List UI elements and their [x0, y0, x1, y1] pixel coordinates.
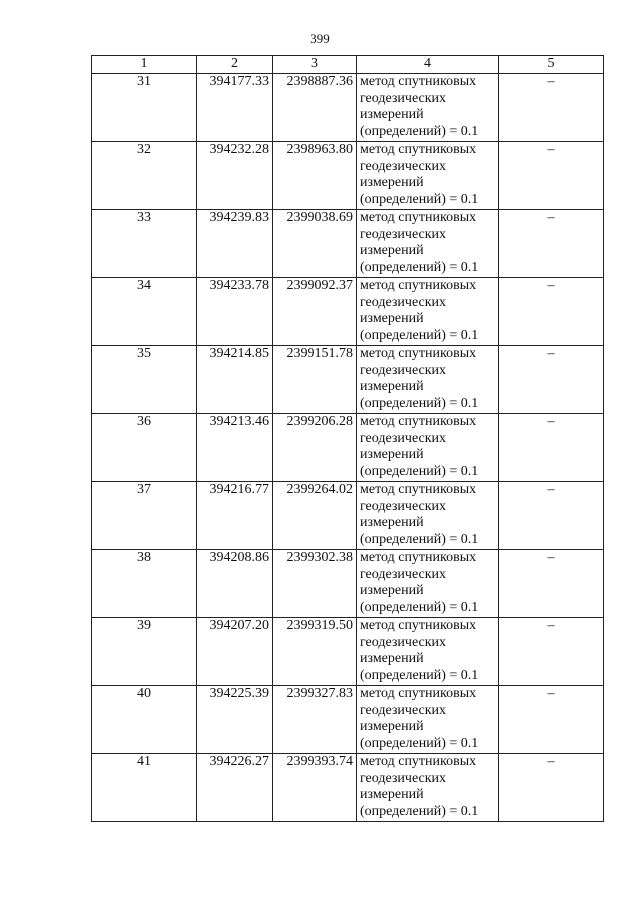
table-header-row — [92, 56, 604, 74]
table-row — [92, 346, 604, 414]
method-text-line: метод спутниковых — [360, 550, 477, 565]
coordinates-table — [91, 55, 604, 822]
method-text-line: (определений) = 0.1 — [360, 395, 479, 411]
table-row — [92, 482, 604, 550]
note-cell: – — [499, 686, 604, 754]
method-cell — [357, 754, 499, 822]
method-text-line: метод спутниковых — [360, 686, 477, 701]
method-text-line: метод спутниковых — [360, 414, 477, 429]
method-text-line: геодезических — [360, 634, 447, 650]
method-text-line: метод спутниковых — [360, 142, 477, 157]
method-text-line: (определений) = 0.1 — [360, 599, 479, 615]
table-row — [92, 278, 604, 346]
y-coordinate-cell: 2399038.69 — [273, 210, 357, 278]
y-coordinate-cell: 2399151.78 — [273, 346, 357, 414]
x-coordinate-cell: 394214.85 — [197, 346, 273, 414]
method-text-line: измерений — [360, 583, 424, 598]
note-cell: – — [499, 74, 604, 142]
y-coordinate-cell: 2399319.50 — [273, 618, 357, 686]
header-cell-5: 5 — [499, 56, 604, 74]
table-row — [92, 74, 604, 142]
y-coordinate-cell: 2399327.83 — [273, 686, 357, 754]
method-text-line: (определений) = 0.1 — [360, 667, 479, 683]
method-text-line: геодезических — [360, 90, 447, 106]
x-coordinate-cell: 394216.77 — [197, 482, 273, 550]
note-cell: – — [499, 754, 604, 822]
method-text-line: (определений) = 0.1 — [360, 191, 479, 207]
note-cell: – — [499, 278, 604, 346]
method-cell — [357, 414, 499, 482]
method-text-line: (определений) = 0.1 — [360, 463, 479, 479]
table-row — [92, 414, 604, 482]
method-text-line: геодезических — [360, 498, 447, 514]
method-text-line: измерений — [360, 787, 424, 802]
method-text-line: измерений — [360, 175, 424, 190]
method-text-line: (определений) = 0.1 — [360, 735, 479, 751]
method-text-line: (определений) = 0.1 — [360, 327, 479, 343]
header-cell-4: 4 — [357, 56, 499, 74]
method-text-line: измерений — [360, 515, 424, 530]
y-coordinate-cell: 2399092.37 — [273, 278, 357, 346]
method-text-line: метод спутниковых — [360, 346, 477, 361]
x-coordinate-cell: 394225.39 — [197, 686, 273, 754]
method-text-line: метод спутниковых — [360, 754, 477, 769]
note-cell: – — [499, 142, 604, 210]
point-number-cell: 36 — [92, 414, 197, 482]
method-text-line: измерений — [360, 719, 424, 734]
table-row — [92, 754, 604, 822]
x-coordinate-cell: 394239.83 — [197, 210, 273, 278]
note-cell: – — [499, 550, 604, 618]
header-cell-3: 3 — [273, 56, 357, 74]
method-text-line: метод спутниковых — [360, 74, 477, 89]
method-text-line: измерений — [360, 311, 424, 326]
note-cell: – — [499, 414, 604, 482]
point-number-cell: 32 — [92, 142, 197, 210]
method-text-line: метод спутниковых — [360, 618, 477, 633]
point-number-cell: 37 — [92, 482, 197, 550]
point-number-cell: 38 — [92, 550, 197, 618]
x-coordinate-cell: 394208.86 — [197, 550, 273, 618]
method-text-line: (определений) = 0.1 — [360, 259, 479, 275]
note-cell: – — [499, 482, 604, 550]
header-cell-2: 2 — [197, 56, 273, 74]
table-row — [92, 550, 604, 618]
method-cell — [357, 346, 499, 414]
point-number-cell: 40 — [92, 686, 197, 754]
method-cell — [357, 618, 499, 686]
method-text-line: измерений — [360, 379, 424, 394]
note-cell: – — [499, 346, 604, 414]
method-cell — [357, 142, 499, 210]
method-cell — [357, 482, 499, 550]
table-row — [92, 210, 604, 278]
point-number-cell: 35 — [92, 346, 197, 414]
table-row — [92, 142, 604, 210]
method-text-line: метод спутниковых — [360, 210, 477, 225]
method-text-line: (определений) = 0.1 — [360, 803, 479, 819]
note-cell: – — [499, 210, 604, 278]
method-text-line: (определений) = 0.1 — [360, 531, 479, 547]
point-number-cell: 34 — [92, 278, 197, 346]
method-text-line: метод спутниковых — [360, 278, 477, 293]
method-text-line: геодезических — [360, 566, 447, 582]
method-cell — [357, 278, 499, 346]
header-cell-1: 1 — [92, 56, 197, 74]
y-coordinate-cell: 2399264.02 — [273, 482, 357, 550]
y-coordinate-cell: 2398963.80 — [273, 142, 357, 210]
method-text-line: (определений) = 0.1 — [360, 123, 479, 139]
method-cell — [357, 686, 499, 754]
table-row — [92, 686, 604, 754]
method-text-line: геодезических — [360, 770, 447, 786]
point-number-cell: 31 — [92, 74, 197, 142]
y-coordinate-cell: 2398887.36 — [273, 74, 357, 142]
method-text-line: измерений — [360, 243, 424, 258]
x-coordinate-cell: 394232.28 — [197, 142, 273, 210]
method-text-line: геодезических — [360, 294, 447, 310]
method-text-line: измерений — [360, 107, 424, 122]
method-text-line: геодезических — [360, 158, 447, 174]
method-text-line: измерений — [360, 651, 424, 666]
y-coordinate-cell: 2399302.38 — [273, 550, 357, 618]
note-cell: – — [499, 618, 604, 686]
x-coordinate-cell: 394213.46 — [197, 414, 273, 482]
point-number-cell: 33 — [92, 210, 197, 278]
method-text-line: метод спутниковых — [360, 482, 477, 497]
x-coordinate-cell: 394207.20 — [197, 618, 273, 686]
page-number: 399 — [310, 31, 330, 46]
method-text-line: геодезических — [360, 362, 447, 378]
x-coordinate-cell: 394177.33 — [197, 74, 273, 142]
method-cell — [357, 210, 499, 278]
table-row — [92, 618, 604, 686]
point-number-cell: 41 — [92, 754, 197, 822]
method-text-line: геодезических — [360, 702, 447, 718]
x-coordinate-cell: 394233.78 — [197, 278, 273, 346]
method-text-line: геодезических — [360, 226, 447, 242]
method-cell — [357, 550, 499, 618]
point-number-cell: 39 — [92, 618, 197, 686]
x-coordinate-cell: 394226.27 — [197, 754, 273, 822]
method-cell — [357, 74, 499, 142]
method-text-line: измерений — [360, 447, 424, 462]
y-coordinate-cell: 2399393.74 — [273, 754, 357, 822]
y-coordinate-cell: 2399206.28 — [273, 414, 357, 482]
method-text-line: геодезических — [360, 430, 447, 446]
